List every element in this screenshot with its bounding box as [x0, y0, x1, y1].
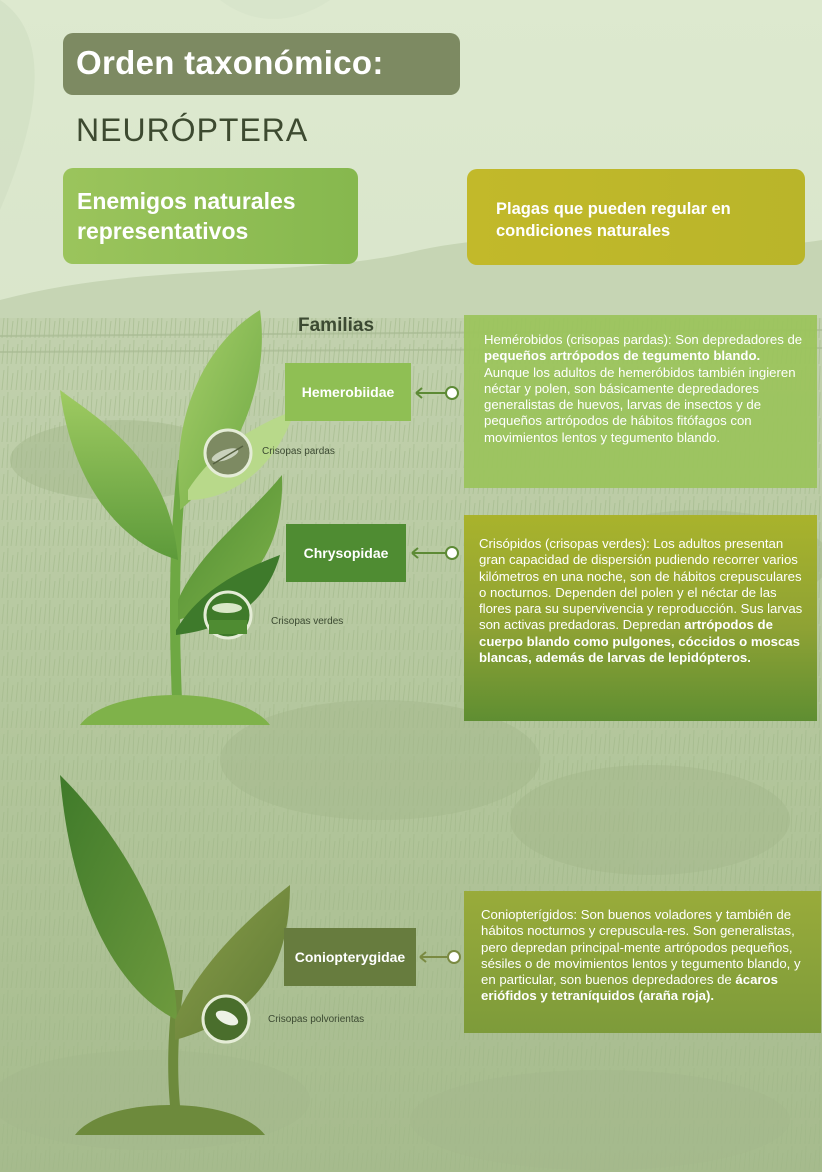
description-highlight: ácaros eriófidos y tetraníquidos (araña roja). — [481, 972, 778, 1004]
page-subtitle: NEURÓPTERA — [76, 112, 309, 148]
plant-illustration-top — [50, 300, 300, 730]
description-text: Coniopterígidos: Son buenos voladores y también de hábitos nocturnos y crepuscula-res. Son generalistas, pero depredan principal-mente artrópodos pequeños, sésiles o de movimientos lentos y tegumento blando, y en particular, son buenos depredadores de — [481, 907, 801, 988]
insect-photo-icon — [203, 590, 253, 640]
family-label-chrysopidae: Chrysopidae — [286, 524, 406, 582]
common-name-chrysopidae: Crisopas verdes — [271, 616, 344, 627]
plant-illustration-bottom — [55, 770, 305, 1140]
circle-arrow-icon — [412, 383, 462, 403]
circle-arrow-icon — [416, 947, 464, 967]
pests-header-label: Plagas que pueden regular en condiciones naturales — [496, 200, 731, 240]
insect-photo-icon — [201, 994, 251, 1044]
description-highlight: artrópodos de cuerpo blando como pulgones, cóccidos o moscas blancas, además de larvas de lepidópteros. — [479, 617, 800, 666]
description-hemerobiidae — [464, 315, 817, 488]
family-label-coniopterygidae: Coniopterygidae — [284, 928, 416, 986]
common-name-hemerobiidae: Crisopas pardas — [262, 446, 335, 457]
description-text: Hemérobidos (crisopas pardas): Son depredadores de — [484, 332, 803, 347]
description-coniopterygidae — [464, 891, 821, 1033]
page-title: Orden taxonómico: — [76, 44, 384, 81]
circle-arrow-icon — [408, 543, 462, 563]
common-name-coniopterygidae: Crisopas polvorientas — [268, 1014, 365, 1025]
description-highlight: pequeños artrópodos de tegumento blando. — [484, 348, 761, 364]
enemies-header-label: Enemigos naturales representativos — [77, 188, 296, 244]
families-heading: Familias — [298, 315, 375, 336]
family-label-hemerobiidae: Hemerobiidae — [285, 363, 411, 421]
description-chrysopidae — [464, 515, 817, 721]
description-text: Crisópidos (crisopas verdes): Los adultos presentan gran capacidad de dispersión pudiendo recorrer varios kilómetros en una noche, son de hábitos crepusculares o nocturnos. Dependen del polen y el néctar de las flores para su supervivencia y reproducción. Sus larvas son activas predadoras. Depredan — [479, 536, 803, 633]
description-text: Aunque los adultos de hemeróbidos también ingieren néctar y polen, son básicamente depredadores generalistas de huevos, larvas de insectos y de pequeños artrópodos de hábitos fitófagos con movimientos lentos y tegumento blando. — [484, 364, 796, 445]
insect-photo-icon — [203, 428, 253, 478]
